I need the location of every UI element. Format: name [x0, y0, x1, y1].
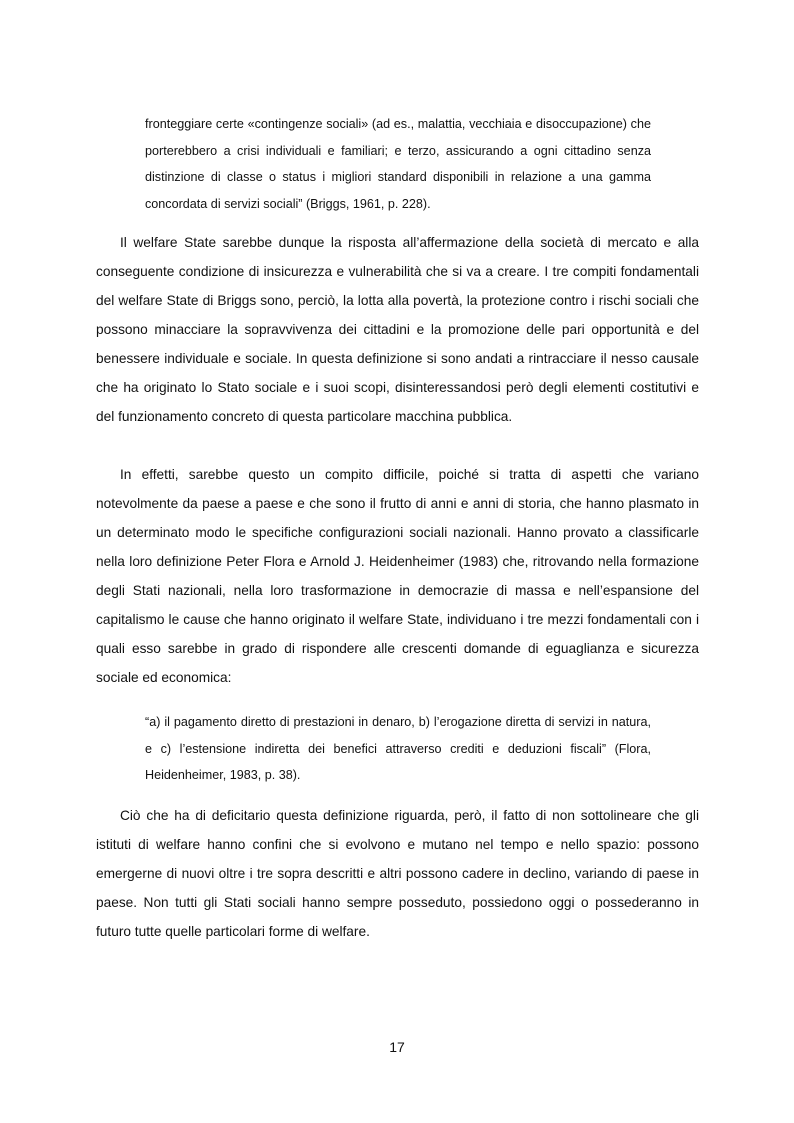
page-number: 17 — [389, 1039, 405, 1055]
paragraph-definition-critique: Ciò che ha di deficitario questa definizione riguarda, però, il fatto di non sottolineare che gli istituti di welfare hanno confini che si evolvono e mutano nel tempo e nello spazio: possono emergerne di nuovi oltre i tre sopra descritti e altri possono cadere in declino, variando di paese in paese. Non tutti gli Stati sociali hanno sempre posseduto, possiedono oggi o possederanno in futuro tutte quelle particolari forme di welfare. — [96, 808, 699, 939]
paragraph-welfare-state-definition: Il welfare State sarebbe dunque la risposta all’affermazione della società di mercato e alla conseguente condizione di insicurezza e vulnerabilità che si va a creare. I tre compiti fondamentali del welfare State di Briggs sono, perciò, la lotta alla povertà, la protezione contro i rischi sociali che possono minacciare la sopravvivenza dei cittadini e la promozione delle pari opportunità e del benessere individuale e sociale. In questa definizione si sono andati a rintracciare il nesso causale che ha originato lo Stato sociale e i suoi scopi, disinteressandosi però degli elementi costitutivi e del funzionamento concreto di questa particolare macchina pubblica. — [96, 235, 699, 424]
block-quote-flora-heidenheimer: “a) il pagamento diretto di prestazioni in denaro, b) l’erogazione diretta di servizi in natura, e c) l’estensione indiretta dei benefici attraverso crediti e deduzioni fiscali” (Flora, Heidenheimer, 1983, p. 38). — [145, 715, 651, 782]
block-quote-briggs: fronteggiare certe «contingenze sociali» (ad es., malattia, vecchiaia e disoccupazione) che porterebbero a crisi individuali e familiari; e terzo, assicurando a ogni cittadino senza distinzione di classe o status i migliori standard disponibili in relazione a una gamma concordata di servizi sociali” (Briggs, 1961, p. 228). — [145, 117, 651, 211]
paragraph-flora-heidenheimer: In effetti, sarebbe questo un compito difficile, poiché si tratta di aspetti che variano notevolmente da paese a paese e che sono il frutto di anni e anni di storia, che hanno plasmato in un determinato modo le specifiche configurazioni sociali nazionali. Hanno provato a classificarle nella loro definizione Peter Flora e Arnold J. Heidenheimer (1983) che, ritrovando nella formazione degli Stati nazionali, nella loro trasformazione in democrazie di massa e nell’espansione del capitalismo le cause che hanno originato il welfare State, individuano i tre mezzi fondamentali con i quali esso sarebbe in grado di rispondere alle crescenti domande di eguaglianza e sicurezza sociale ed economica: — [96, 467, 699, 685]
